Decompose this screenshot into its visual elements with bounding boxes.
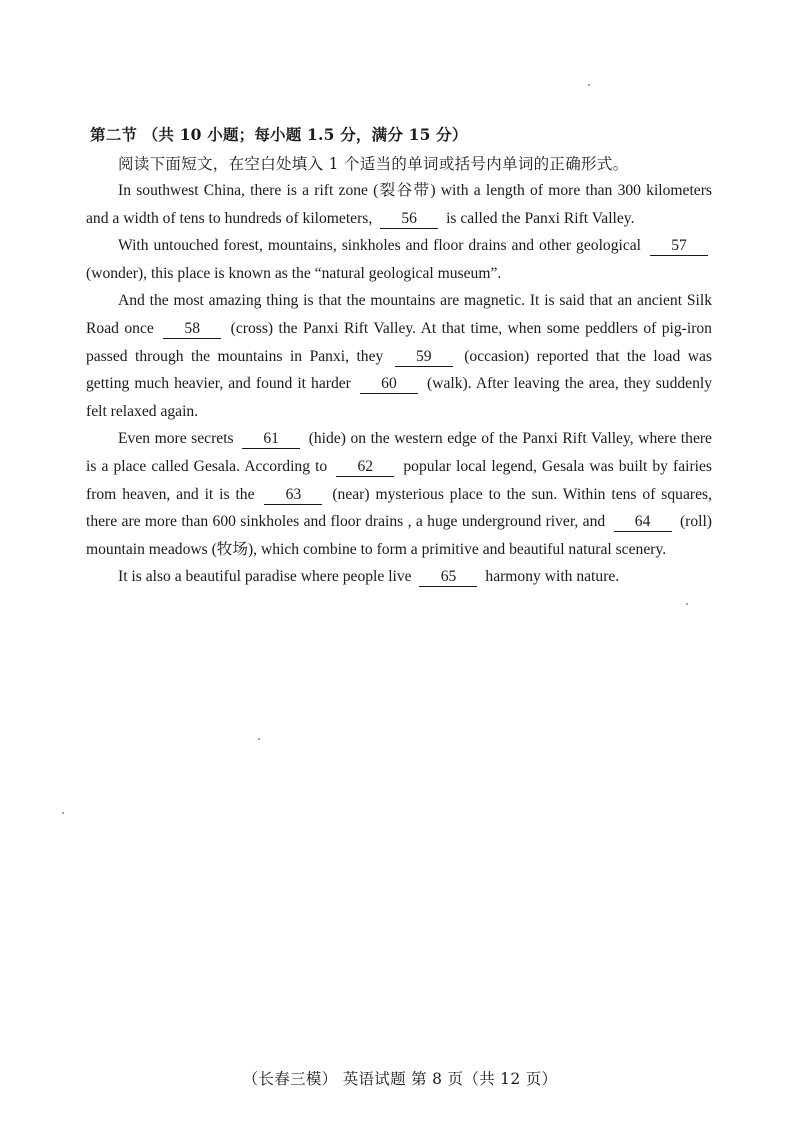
paragraph-4-text-e: (near) mysterious place to the sun. Within tens of squares, there are more than 600 sinkholes and floor drains , a huge underground river, and bbox=[86, 485, 712, 531]
paragraph-5-text-c: harmony with nature. bbox=[485, 568, 620, 586]
scan-speck bbox=[62, 812, 64, 814]
paragraph-3 bbox=[86, 287, 712, 425]
blank-59: 59 bbox=[395, 348, 453, 367]
paragraph-5-text-a: It is also a beautiful paradise where people live bbox=[118, 568, 412, 586]
blank-64: 64 bbox=[614, 513, 672, 532]
paragraph-3-text-c: (cross) the Panxi Rift Valley. At that time, when some peddlers of pig-iron passed through the mountains in Panxi, they bbox=[86, 319, 712, 365]
paragraph-1-text-a: In southwest China, there is a rift zone (裂谷带) with a length of more than 300 kilometers and a width of tens to hundreds of kilometers, bbox=[86, 182, 712, 227]
scan-speck bbox=[258, 738, 260, 740]
paragraph-4-text-d: popular local legend, Gesala was built by fairies from heaven, and it is the bbox=[86, 457, 712, 503]
blank-62: 62 bbox=[336, 458, 394, 477]
paragraph-3-text-a: And the most amazing thing is that the mountains are magnetic. It is said that an ancient Silk Road once bbox=[86, 292, 712, 337]
paragraph-2-text-c: (wonder), this place is known as the “natural geological museum”. bbox=[86, 264, 502, 282]
paragraph-4 bbox=[86, 425, 712, 563]
page-footer: （长春三模） 英语试题 第 8 页（共 12 页） bbox=[242, 1070, 558, 1088]
scan-speck bbox=[686, 603, 688, 605]
blank-60: 60 bbox=[360, 375, 418, 394]
blank-56: 56 bbox=[380, 210, 438, 229]
paragraph-4-text-c: (hide) on the western edge of the Panxi Rift Valley, where there is a place called Gesala. According to bbox=[86, 430, 712, 475]
blank-63: 63 bbox=[264, 486, 322, 505]
blank-58: 58 bbox=[163, 320, 221, 339]
paragraph-4-text-a: Even more secrets bbox=[118, 430, 234, 448]
paragraph-3-text-e: (walk). After leaving the area, they suddenly felt relaxed again. bbox=[86, 375, 713, 420]
blank-61: 61 bbox=[242, 430, 300, 449]
paragraph-4-text-f: (roll) mountain meadows (牧场), which combine to form a primitive and beautiful natural scenery. bbox=[86, 513, 712, 558]
section-instruction: 阅读下面短文，在空白处填入 1 个适当的单词或括号内单词的正确形式。 bbox=[118, 155, 629, 173]
section-heading: 第二节 （共 10 小题；每小题 1.5 分，满分 15 分） bbox=[90, 125, 468, 144]
cloze-passage bbox=[86, 177, 712, 591]
paragraph-2 bbox=[86, 232, 712, 287]
paragraph-5 bbox=[86, 563, 712, 591]
paragraph-3-text-d: (occasion) reported that the load was getting much heavier, and found it harder bbox=[86, 347, 712, 393]
blank-57: 57 bbox=[650, 237, 708, 256]
scan-speck bbox=[588, 84, 590, 86]
blank-65: 65 bbox=[419, 568, 477, 587]
paragraph-1-text-c: is called the Panxi Rift Valley. bbox=[446, 209, 635, 227]
paragraph-1 bbox=[86, 177, 712, 232]
paragraph-2-text-a: With untouched forest, mountains, sinkholes and floor drains and other geological bbox=[118, 237, 641, 255]
